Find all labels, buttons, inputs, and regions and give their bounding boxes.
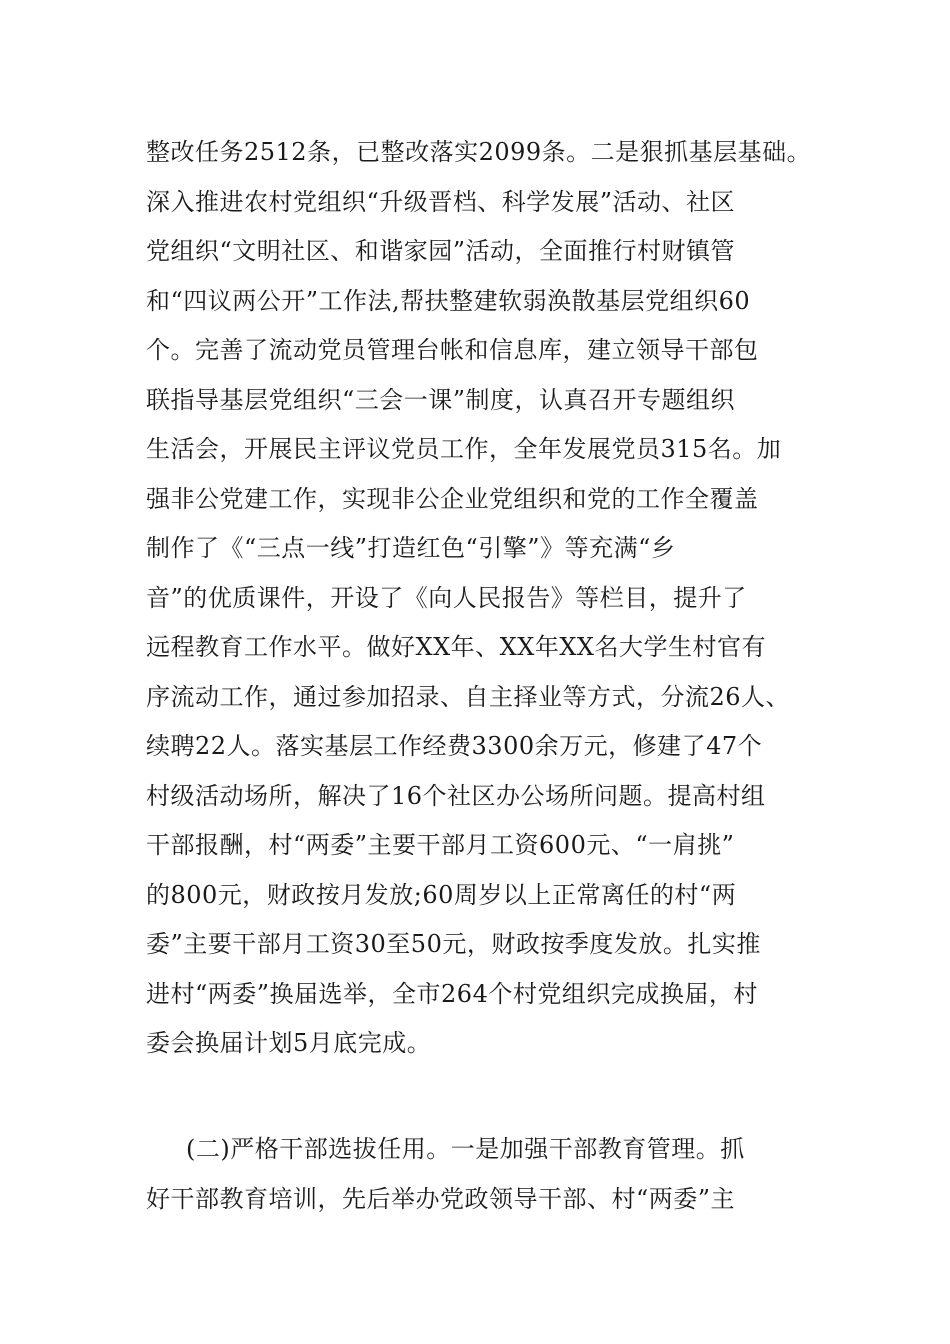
text-line: 委会换届计划5月底完成。 (146, 1029, 432, 1057)
body-paragraph (146, 128, 811, 1069)
text-line: 远程教育工作水平。做好XX年、XX年XX名大学生村官有 (146, 633, 767, 661)
text-line: 好干部教育培训，先后举办党政领导干部、村“两委”主 (146, 1184, 736, 1213)
text-line: 的800元，财政按月发放;60周岁以上正常离任的村“两 (146, 880, 737, 909)
text-line: 联指导基层党组织“三会一课”制度，认真召开专题组织 (146, 385, 736, 414)
text-line: 深入推进农村党组织“升级晋档、科学发展”活动、社区 (146, 187, 736, 216)
text-line: 干部报酬，村“两委”主要干部月工资600元、“一肩挑” (146, 831, 735, 859)
text-line: 村级活动场所，解决了16个社区办公场所问题。提高村组 (146, 781, 766, 810)
text-line: (二)严格干部选拔任用。一是加强干部教育管理。抓 (186, 1135, 745, 1163)
text-line: 进村“两委”换届选举，全市264个村党组织完成换届，村 (146, 979, 758, 1008)
text-line: 制作了《“三点一线”打造红色“引擎”》等充满“乡 (146, 534, 676, 562)
text-line: 整改任务2512条，已整改落实2099条。二是狠抓基层基础。 (146, 138, 812, 166)
text-line: 音”的优质课件，开设了《向人民报告》等栏目，提升了 (146, 583, 747, 612)
text-line: 序流动工作，通过参加招录、自主择业等方式，分流26人、 (146, 682, 791, 711)
section-heading-paragraph (146, 1125, 745, 1224)
text-line: 和“四议两公开”工作法,帮扶整建软弱涣散基层党组织60 (146, 286, 751, 315)
text-line: 党组织“文明社区、和谐家园”活动，全面推行村财镇管 (146, 237, 736, 265)
text-line: 续聘22人。落实基层工作经费3300余万元，修建了47个 (146, 732, 763, 760)
text-line: 委”主要干部月工资30至50元，财政按季度发放。扎实推 (146, 930, 761, 958)
text-line: 生活会，开展民主评议党员工作，全年发展党员315名。加 (146, 435, 782, 463)
text-line: 强非公党建工作，实现非公企业党组织和党的工作全覆盖 (146, 484, 759, 513)
text-line: 个。完善了流动党员管理台帐和信息库，建立领导干部包 (146, 336, 759, 364)
